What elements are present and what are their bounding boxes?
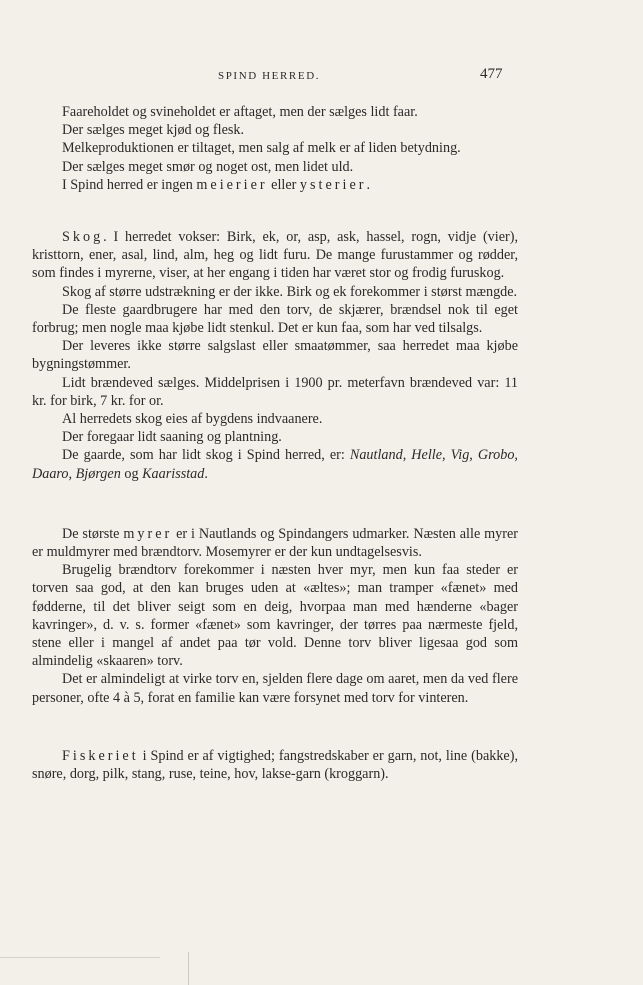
paragraph — [32, 283, 518, 301]
text-run: Faareholdet og svineholdet er aftaget, men der sælges lidt faar. — [62, 104, 418, 120]
paragraph — [32, 561, 518, 670]
italic-text: Nautland, Helle, Vig, Grobo, Daaro, Bjørgen — [32, 447, 518, 482]
text-run: De største — [62, 525, 124, 542]
paragraph — [32, 121, 518, 139]
section-forest — [32, 228, 518, 483]
paragraph — [32, 103, 518, 121]
paragraph — [32, 337, 518, 373]
paragraph — [32, 158, 518, 176]
text-run: . I herredet vokser: Birk, ek, or, asp, ask, hassel, rogn, vidje (vier), kristtorn, ener, asal, lind, alm, heg og lidt furu. De mange furustammer og rødder, som findes i myrerne, viser, at her engang i tiden har været stor og frodig furuskog. — [32, 229, 518, 282]
paragraph — [32, 428, 518, 446]
spaced-text: meierier — [196, 176, 268, 193]
text-run: . — [366, 176, 371, 193]
text-run: Skog af større udstrækning er der ikke. Birk og ek forekommer i størst mængde. — [62, 283, 518, 300]
text-run: Al herredets skog eies af bygdens indvaanere. — [62, 411, 323, 428]
text-run: i Spind er af vigtighed; fangstredskaber er garn, not, line (bakke), snøre, dorg, pilk, stang, ruse, teine, hov, lakse-garn (kroggarn). — [32, 747, 518, 783]
paragraph — [32, 301, 518, 337]
text-run: De gaarde, som har lidt skog i Spind herred, er: — [62, 447, 350, 464]
paragraph — [32, 139, 518, 157]
paragraph — [32, 228, 518, 283]
text-run: . — [204, 465, 208, 482]
text-run: Der sælges meget kjød og flesk. — [62, 122, 245, 139]
section-livestock — [32, 103, 518, 194]
text-run: Der leveres ikke større salgslast eller smaatømmer, saa herredet maa kjøbe bygningstømmer. — [32, 338, 518, 373]
text-run: og — [120, 465, 143, 482]
paragraph — [32, 525, 518, 561]
spaced-text: Skog — [62, 229, 104, 246]
text-run: Melkeproduktionen er tiltaget, men salg af melk er af liden betydning. — [62, 140, 461, 157]
paragraph — [32, 374, 518, 410]
paragraph — [32, 747, 518, 783]
paragraph — [32, 410, 518, 428]
italic-text: Kaarisstad — [142, 465, 205, 482]
paragraph — [32, 176, 518, 194]
page-edge-mark — [188, 952, 189, 985]
paragraph — [32, 446, 518, 482]
page-header — [0, 66, 643, 86]
section-fishery — [32, 747, 518, 783]
text-run: Lidt brændeved sælges. Middelprisen i 1900 pr. meterfavn brændeved var: 11 kr. for birk, 7 kr. for or. — [32, 374, 518, 409]
text-run: er i Nautlands og Spindangers udmarker. Næsten alle myrer er muldmyrer med brændtorv. Mosemyrer er der kun undtagelsesvis. — [32, 525, 518, 561]
spaced-text: myrer — [123, 525, 173, 542]
page-edge-line — [0, 957, 160, 958]
spaced-text: ysterier — [299, 176, 367, 193]
paragraph — [32, 670, 518, 706]
section-bogs — [32, 525, 518, 707]
text-run: eller — [267, 176, 300, 193]
text-run: Der sælges meget smør og noget ost, men lidet uld. — [62, 158, 354, 175]
text-run: De fleste gaardbrugere har med den torv, de skjærer, brændsel nok til eget forbrug; men nogle maa kjøbe lidt stenkul. Det er kun faa, som har ved tilsalgs. — [32, 301, 518, 337]
text-run: Der foregaar lidt saaning og plantning. — [62, 429, 282, 446]
text-run: Brugelig brændtorv forekommer i næsten hver myr, men kun faa steder er torven saa god, at den kan bruges uden at «æltes»; man tramper «fænet» med fødderne, til det bliver seigt som en deig, hvorpaa man med hænderne «bager kavringer», d. v. s. former «fænet» som kavringer, der tørres paa nærmeste fjeld, stene eller i mangel af andet paa tør vold. Denne torv bliver ligesaa god som almindelig «skaaren» torv. — [32, 562, 518, 670]
text-run: I Spind herred er ingen — [62, 176, 197, 193]
running-head: SPIND HERRED. — [218, 70, 321, 82]
page-body — [32, 103, 518, 783]
text-run: Det er almindeligt at virke torv en, sjelden flere dage om aaret, men da ved flere personer, ofte 4 à 5, forat en familie kan være forsynet med torv for vinteren. — [32, 671, 518, 706]
page-number: 477 — [480, 66, 503, 82]
spaced-text: Fiskeriet — [62, 747, 139, 764]
